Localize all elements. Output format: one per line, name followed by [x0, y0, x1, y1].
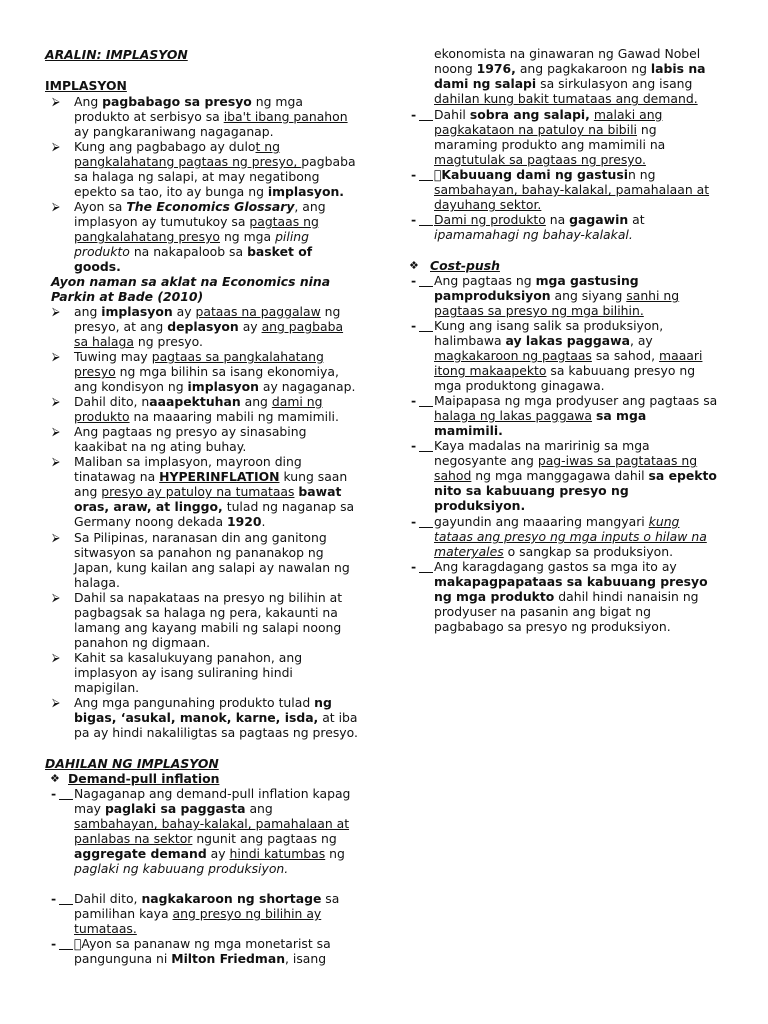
cost-push-heading: Cost-push: [430, 258, 500, 273]
bullet-arrow-icon: ⮚: [52, 696, 60, 709]
dash-bullet-icon: -: [411, 438, 417, 453]
item-lakas-paggawa: Kung ang isang salik sa produksiyon, halimbawa ay lakas paggawa, ay magkakaroon ng pagtaas sa sahod, maaari itong makaapekto sa kabuuang presyo ng mga produktong ginagawa.: [434, 318, 703, 394]
item-nagaganap: Nagaganap ang demand-pull inflation kapag may paglaki sa paggasta ang sambahayan, bahay-kalakal, pamahalaan at panlabas na sektor ngunit ang pagtaas ng aggregate demand ay hindi katumbas ng paglaki ng kabuuang produksiyon.: [74, 786, 351, 877]
dash-bullet-icon: -: [51, 936, 57, 951]
bullet-implasyon-deplasyon: ang implasyon ay pataas na paggalaw ng presyo, at ang deplasyon ay ang pagbaba sa halaga ng presyo.: [74, 304, 344, 350]
item-dami-ng-produkto: Dami ng produkto na gagawin at ipamamahagi ng bahay-kalakal.: [434, 212, 645, 243]
demand-pull-heading: Demand-pull inflation: [68, 771, 220, 786]
dash-bullet-icon: -: [411, 107, 417, 122]
item-maipapasa: Maipapasa ng mga prodyuser ang pagtaas sa halaga ng lakas paggawa sa mga mamimili.: [434, 393, 718, 439]
bullet-arrow-icon: ⮚: [52, 95, 60, 108]
bullet-arrow-icon: ⮚: [52, 531, 60, 544]
dash-bullet-icon: -: [411, 167, 417, 182]
bullet-arrow-icon: ⮚: [52, 455, 60, 468]
dash-bullet-icon: -: [411, 318, 417, 333]
item-friedman-continued: ekonomista na ginawaran ng Gawad Nobel noong 1976, ang pagkakaroon ng labis na dami ng salapi sa sirkulasyon ang isang dahilan kung bakit tumataas ang demand.: [434, 46, 706, 107]
dash-bullet-icon: -: [411, 212, 417, 227]
lesson-title: ARALIN: IMPLASYON: [45, 47, 188, 62]
bullet-arrow-icon: ⮚: [52, 651, 60, 664]
diamond-bullet-icon: ❖: [50, 772, 60, 785]
item-sobra-ang-salapi: Dahil sobra ang salapi, malaki ang pagkakataon na patuloy na bibili ng maraming produkto ang mamimili na magtutulak sa pagtaas ng presyo.: [434, 107, 666, 168]
item-shortage: Dahil dito, nagkakaroon ng shortage sa pamilihan kaya ang presyo ng bilihin ay tumataas.: [74, 891, 340, 937]
bullet-napakataas: Dahil sa napakataas na presyo ng bilihin at pagbagsak sa halaga ng pera, kakaunti na lamang ang kayang mabili ng salapi noong panahon ng digmaan.: [74, 590, 343, 651]
bullet-arrow-icon: ⮚: [52, 350, 60, 363]
bullet-arrow-icon: ⮚: [52, 425, 60, 438]
item-pag-iwas: Kaya madalas na maririnig sa mga negosyante ang pag-iwas sa pagtataas ng sahod ng mga manggagawa dahil sa epekto nito sa kabuuang presyo ng produksiyon.: [434, 438, 717, 514]
bullet-arrow-icon: ⮚: [52, 395, 60, 408]
dash-bullet-icon: -: [51, 891, 57, 906]
bullet-arrow-icon: ⮚: [52, 591, 60, 604]
section-heading-dahilan: DAHILAN NG IMPLASYON: [45, 756, 219, 771]
item-karagdagang-gastos: Ang karagdagang gastos sa mga ito ay makapagpapataas sa kabuuang presyo ng mga produkto dahil hindi nanaisin ng prodyuser na pasanin ang bigat ng pagbabago sa presyo ng produksiyon.: [434, 559, 708, 635]
item-monetarist: Ayon sa pananaw ng mga monetarist sa pangunguna ni Milton Friedman, isang: [74, 936, 327, 967]
item-kabuuang-gastusin: Kabuuang dami ng gastusin ng sambahayan, bahay-kalakal, pamahalaan at dayuhang sektor.: [434, 167, 710, 213]
item-hilaw-na-materyales: gayundin ang maaaring mangyari kung tataas ang presyo ng mga inputs o hilaw na materyales o sangkap sa produksiyon.: [434, 514, 707, 560]
bullet-dahil-dito: Dahil dito, naaapektuhan ang dami ng produkto na maaaring mabili ng mamimili.: [74, 394, 339, 425]
bullet-arrow-icon: ⮚: [52, 305, 60, 318]
dash-bullet-icon: -: [411, 273, 417, 288]
bullet-hyperinflation: Maliban sa implasyon, mayroon ding tinatawag na HYPERINFLATION kung saan ang presyo ay patuloy na tumataas bawat oras, araw, at linggo, tulad ng naganap sa Germany noong dekada 1920.: [74, 454, 355, 530]
bullet-kasalukuyang: Kahit sa kasalukuyang panahon, ang implasyon ay isang suliraning hindi mapigilan.: [74, 650, 303, 696]
bullet-pagtaas-ng-presyo: Ang pagtaas ng presyo ay sinasabing kaakibat na ng ating buhay.: [74, 424, 307, 455]
item-gastusing-pamproduksiyon: Ang pagtaas ng mga gastusing pamproduksiyon ang siyang sanhi ng pagtaas sa presyo ng mga bilihin.: [434, 273, 680, 319]
dash-bullet-icon: -: [411, 559, 417, 574]
bullet-sa-pilipinas: Sa Pilipinas, naranasan din ang ganitong sitwasyon sa panahon ng pananakop ng Japan, kung kailan ang salapi ay nawalan ng halaga.: [74, 530, 350, 591]
dash-bullet-icon: -: [51, 786, 57, 801]
bullet-tuwing-may: Tuwing may pagtaas sa pangkalahatang presyo ng mga bilihin sa isang ekonomiya, ang kondisyon ng implasyon ay nagaganap.: [74, 349, 356, 395]
bullet-pangunahing-produkto: Ang mga pangunahing produkto tulad ng bigas, ‘asukal, manok, karne, isda, at iba pa ay hindi nakaliligtas sa pagtaas ng presyo.: [74, 695, 358, 741]
bullet-arrow-icon: ⮚: [52, 200, 60, 213]
ayon-heading: Ayon naman sa aklat na Economics nina Parkin at Bade (2010): [51, 274, 331, 305]
bullet-kung-ang-pagbabago: Kung ang pagbabago ay dulot ng pangkalahatang pagtaas ng presyo, pagbaba sa halaga ng salapi, at may negatibong epekto sa tao, ito ay bunga ng implasyon.: [74, 139, 356, 200]
bullet-arrow-icon: ⮚: [52, 140, 60, 153]
diamond-bullet-icon: ❖: [409, 259, 419, 272]
section-heading-implasyon: IMPLASYON: [45, 78, 127, 93]
bullet-economics-glossary: Ayon sa The Economics Glossary, ang implasyon ay tumutukoy sa pagtaas ng pangkalahatang presyo ng mga piling produkto na nakapaloob sa basket of goods.: [74, 199, 326, 275]
bullet-pagbabago: Ang pagbabago sa presyo ng mga produkto at serbisyo sa iba't ibang panahon ay pangkaraniwang nagaganap.: [74, 94, 348, 140]
dash-bullet-icon: -: [411, 514, 417, 529]
dash-bullet-icon: -: [411, 393, 417, 408]
